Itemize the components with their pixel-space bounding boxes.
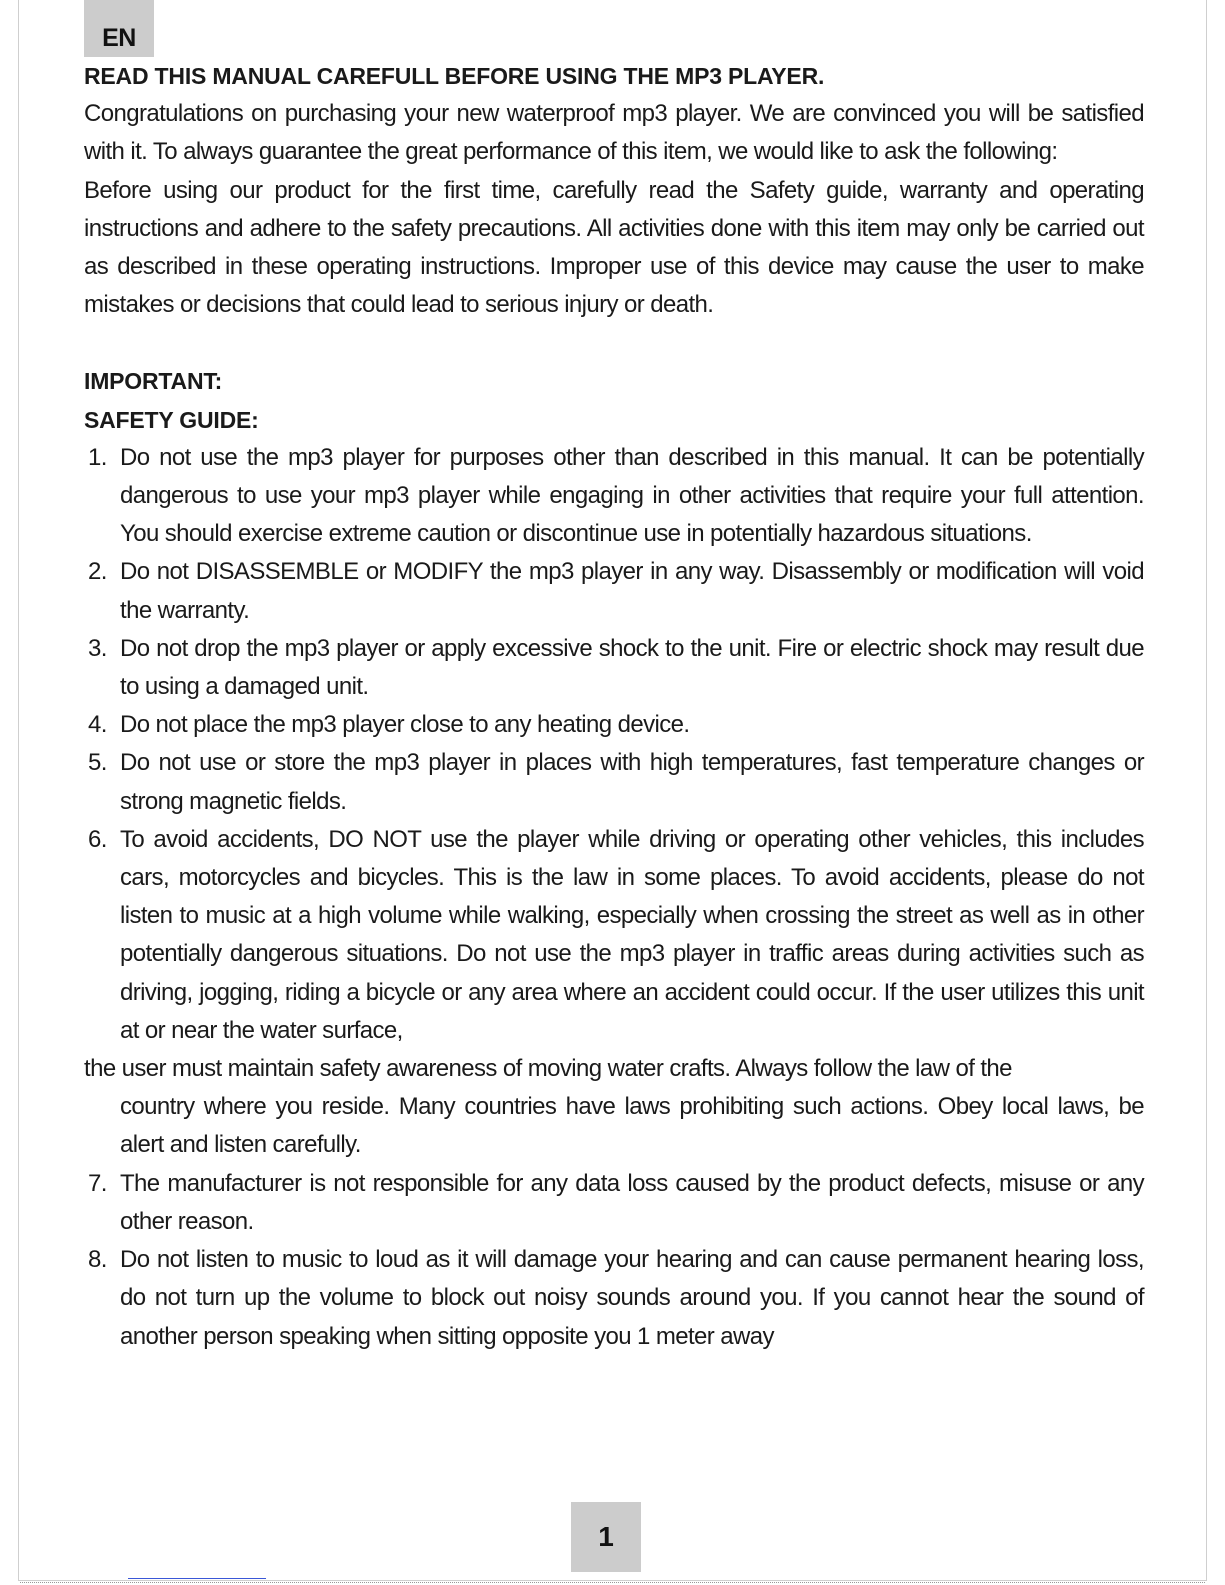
list-item xyxy=(84,439,1144,554)
list-item-text: Do not listen to music to loud as it will damage your hearing and can cause permanent hearing loss, do not turn up the volume to block out noisy sounds around you. If you cannot hear the sound of another person speaking when sitting opposite you 1 meter away xyxy=(120,1246,1144,1350)
list-item-number: 7. xyxy=(88,1169,107,1197)
list-item xyxy=(84,821,1144,1165)
list-item xyxy=(84,1165,1144,1241)
page-number: 1 xyxy=(571,1502,641,1572)
list-item-continuation: the user must maintain safety awareness of moving water crafts. Always follow the law of the xyxy=(84,1055,1012,1083)
list-item-number: 2. xyxy=(88,558,107,586)
list-item-text: Do not use the mp3 player for purposes other than described in this manual. It can be potentially dangerous to use your mp3 player while engaging in other activities that require your full attention. You should exercise extreme caution or discontinue use in potentially hazardous situations. xyxy=(120,443,1144,548)
list-item-number: 3. xyxy=(88,634,107,662)
list-item-text: Do not use or store the mp3 player in places with high temperatures, fast temperature changes or strong magnetic fields. xyxy=(120,749,1144,815)
footer-rule xyxy=(128,1578,266,1579)
safety-list xyxy=(84,439,1144,1356)
intro-paragraph-1: Congratulations on purchasing your new waterproof mp3 player. We are convinced you will be satisfied with it. To always guarantee the great performance of this item, we would like to ask the following: xyxy=(84,100,1144,166)
list-item xyxy=(84,553,1144,629)
list-item-number: 6. xyxy=(88,825,107,853)
important-heading: IMPORTANT: xyxy=(84,368,223,395)
list-item xyxy=(84,630,1144,706)
list-item-number: 8. xyxy=(88,1246,107,1274)
list-item-text-wrapper xyxy=(84,821,1144,1165)
list-item-text: Do not DISASSEMBLE or MODIFY the mp3 player in any way. Disassembly or modification will void the warranty. xyxy=(120,558,1144,624)
list-item-text: Do not place the mp3 player close to any heating device. xyxy=(120,711,690,739)
intro-paragraph-2: Before using our product for the first time, carefully read the Safety guide, warranty and operating instructions and adhere to the safety precautions. All activities done with this item may only be carried out as described in these operating instructions. Improper use of this device may cause the user to make mistakes or decisions that could lead to serious injury or death. xyxy=(84,176,1144,319)
list-item-text: To avoid accidents, DO NOT use the player while driving or operating other vehicles, this includes cars, motorcycles and bicycles. This is the law in some places. To avoid accidents, please do not listen to music at a high volume while walking, especially when crossing the street as well as in other potentially dangerous situations. Do not use the mp3 player in traffic areas during activities such as driving, jogging, riding a bicycle or any area where an accident could occur. If the user utilizes this unit at or near the water surface, xyxy=(120,825,1144,1044)
intro-heading: READ THIS MANUAL CAREFULL BEFORE USING THE MP3 PLAYER. xyxy=(84,63,825,89)
list-item-number: 4. xyxy=(88,711,107,739)
list-item-text: The manufacturer is not responsible for any data loss caused by the product defects, misuse or any other reason. xyxy=(120,1169,1144,1235)
list-item-text: Do not drop the mp3 player or apply excessive shock to the unit. Fire or electric shock may result due to using a damaged unit. xyxy=(120,634,1144,701)
safety-guide-heading: SAFETY GUIDE: xyxy=(84,406,259,433)
list-item-continuation-rest: country where you reside. Many countries have laws prohibiting such actions. Obey local laws, be alert and listen carefully. xyxy=(120,1093,1144,1159)
page-bottom-edge xyxy=(20,1582,1205,1583)
list-item-number: 1. xyxy=(88,443,107,471)
list-item xyxy=(84,1241,1144,1356)
list-item-number: 5. xyxy=(88,749,107,777)
section-spacer xyxy=(84,324,1144,362)
language-badge: EN xyxy=(84,0,154,57)
list-item xyxy=(84,744,1144,820)
list-item xyxy=(84,706,1144,744)
manual-content xyxy=(84,57,1144,1356)
